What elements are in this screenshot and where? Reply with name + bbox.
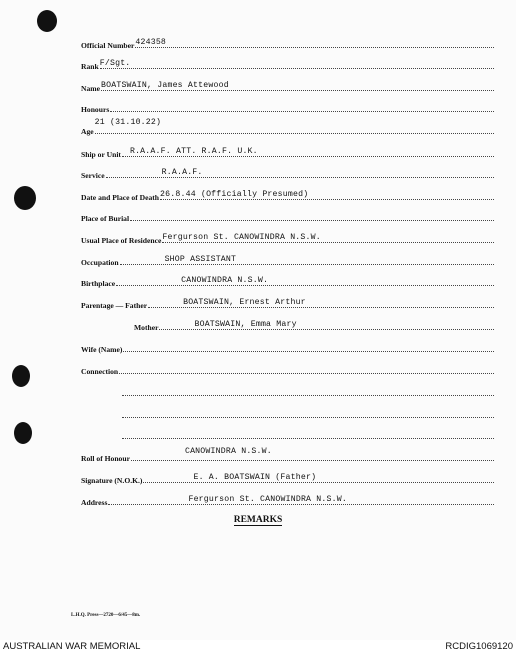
field-label: Official Number (81, 41, 135, 50)
field-value: BOATSWAIN, Ernest Arthur (183, 298, 306, 307)
field-ship-or-unit (81, 145, 494, 159)
field-label: Wife (Name) (81, 345, 123, 354)
field-label: Ship or Unit (81, 150, 121, 159)
field-value: F/Sgt. (99, 59, 131, 68)
field-value: 26.8.44 (Officially Presumed) (160, 190, 309, 199)
field-label: Occupation (81, 258, 119, 267)
field-name (81, 79, 494, 93)
field-official-number (81, 36, 494, 50)
connection-continuation-line (122, 406, 494, 420)
field-label: Usual Place of Residence (81, 236, 162, 245)
punch-hole-middle (14, 186, 36, 210)
field-value: R.A.A.F. ATT. R.A.F. U.K. (129, 147, 258, 156)
field-value: CANOWINDRA N.S.W. (181, 276, 269, 285)
connection-continuation-line (122, 427, 494, 441)
field-label: Age (81, 127, 94, 136)
punch-hole-lower (12, 365, 30, 387)
field-label: Mother (134, 323, 159, 332)
field-service (81, 166, 494, 180)
record-id: RCDIG1069120 (445, 641, 513, 652)
field-value: 424358 (135, 38, 167, 47)
archive-name: AUSTRALIAN WAR MEMORIAL (3, 641, 141, 652)
punch-hole-top (37, 10, 57, 32)
punch-hole-bottom (14, 422, 32, 444)
field-honours (81, 100, 494, 114)
field-label: Service (81, 171, 105, 180)
field-mother (134, 318, 494, 332)
field-age (81, 118, 494, 136)
field-rank (81, 57, 494, 71)
printer-imprint: L.H.Q. Press—2720—6/45—8m. (71, 613, 141, 618)
field-label: Honours (81, 105, 110, 114)
field-value: CANOWINDRA N.S.W. (184, 447, 272, 456)
field-connection (81, 362, 494, 376)
field-occupation (81, 253, 494, 267)
field-value: Fergurson St. CANOWINDRA N.S.W. (188, 495, 347, 504)
field-place-of-burial (81, 209, 494, 223)
remarks-heading: REMARKS (233, 515, 283, 525)
field-label: Parentage — Father (81, 301, 148, 310)
field-signature (81, 471, 494, 485)
field-label: Roll of Honour (81, 454, 130, 463)
field-label: Address (81, 498, 108, 507)
archive-footer (0, 640, 516, 654)
field-roll-of-honour (81, 449, 494, 463)
field-value: R.A.A.F. (161, 168, 203, 177)
field-father (81, 296, 494, 310)
field-value: BOATSWAIN, Emma Mary (194, 320, 297, 329)
field-label: Date and Place of Death (81, 193, 160, 202)
field-date-place-death (81, 188, 494, 202)
field-birthplace (81, 274, 494, 288)
field-value: Fergurson St. CANOWINDRA N.S.W. (162, 233, 321, 242)
field-label: Rank (81, 62, 99, 71)
field-wife (81, 340, 494, 354)
field-label: Name (81, 84, 100, 93)
field-value: BOATSWAIN, James Attewood (100, 81, 229, 90)
connection-continuation-line (122, 384, 494, 398)
field-label: Connection (81, 367, 119, 376)
field-value: 21 (31.10.22) (94, 118, 162, 127)
field-value: E. A. BOATSWAIN (Father) (193, 473, 317, 482)
field-address (81, 493, 494, 507)
field-label: Place of Burial (81, 214, 130, 223)
field-label: Signature (N.O.K.) (81, 476, 143, 485)
field-value: SHOP ASSISTANT (164, 255, 237, 264)
field-label: Birthplace (81, 279, 116, 288)
field-usual-residence (81, 231, 494, 245)
